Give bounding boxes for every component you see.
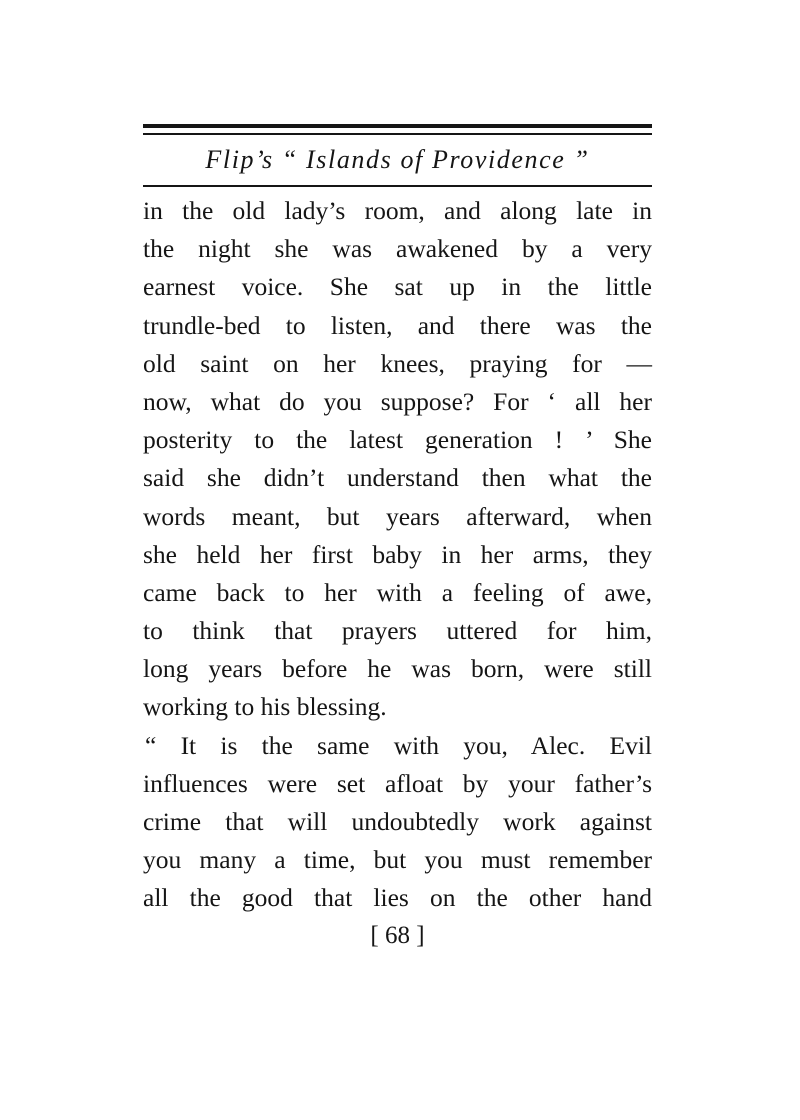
text-line: words meant, but years afterward, when bbox=[143, 501, 652, 531]
text-line: all the good that lies on the other hand bbox=[143, 883, 652, 913]
text-line: said she didn’t understand then what the bbox=[143, 463, 652, 493]
page-number: [ 68 ] bbox=[370, 922, 425, 949]
text-line: posterity to the latest generation ! ’ She bbox=[143, 425, 652, 455]
text-line: long years before he was born, were still bbox=[143, 654, 652, 684]
header-rule-thin bbox=[143, 133, 652, 135]
text-line: old saint on her knees, praying for — bbox=[143, 348, 652, 378]
text-line: came back to her with a feeling of awe, bbox=[143, 577, 652, 607]
body-text bbox=[143, 192, 652, 918]
header-rule-bottom bbox=[143, 185, 652, 187]
text-line: to think that prayers uttered for him, bbox=[143, 616, 652, 646]
text-line: you many a time, but you must remember bbox=[143, 845, 652, 875]
text-line: the night she was awakened by a very bbox=[143, 234, 652, 264]
text-line: working to his blessing. bbox=[143, 692, 387, 722]
text-line: now, what do you suppose? For ‘ all her bbox=[143, 386, 652, 416]
text-line: in the old lady’s room, and along late in bbox=[143, 196, 652, 225]
text-line: earnest voice. She sat up in the little bbox=[143, 272, 652, 302]
text-line: trundle-bed to listen, and there was the bbox=[143, 310, 652, 340]
text-line: she held her first baby in her arms, they bbox=[143, 539, 652, 569]
text-line: influences were set afloat by your father’s bbox=[143, 768, 652, 798]
text-line: crime that will undoubtedly work against bbox=[143, 807, 652, 836]
text-line: “ It is the same with you, Alec. Evil bbox=[145, 730, 652, 760]
header-rule-thick bbox=[143, 124, 652, 128]
running-head-title: Flip’s “ Islands of Providence ” bbox=[205, 145, 590, 174]
